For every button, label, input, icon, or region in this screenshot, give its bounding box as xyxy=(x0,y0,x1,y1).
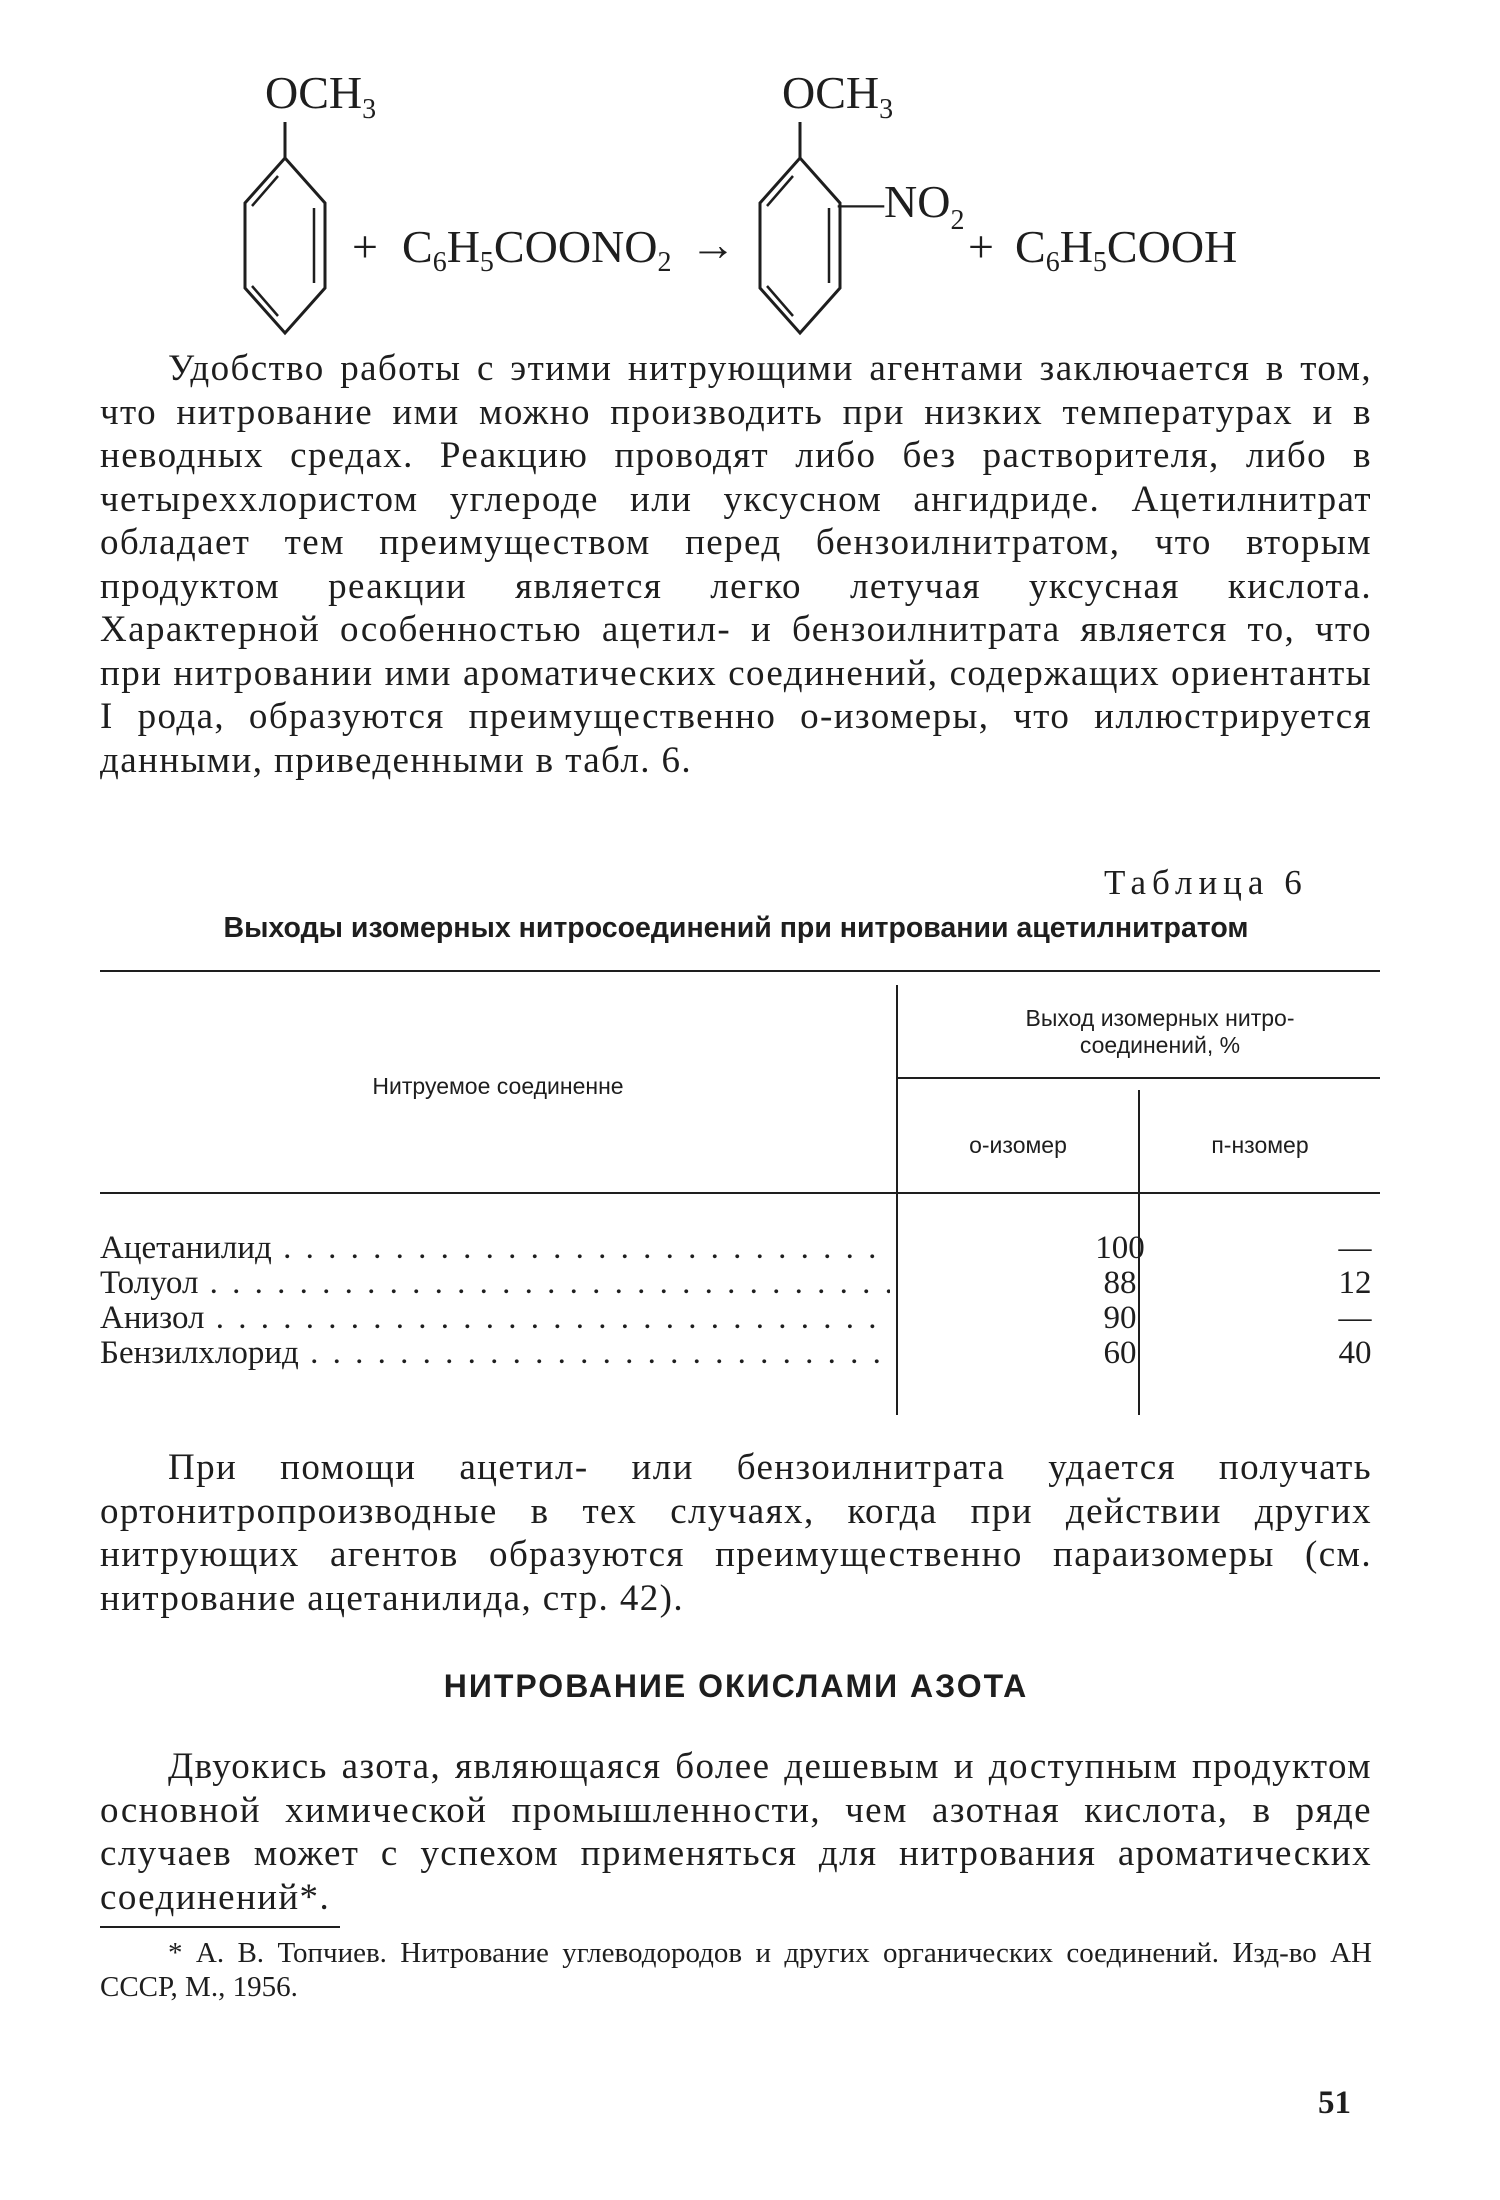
section-heading: НИТРОВАНИЕ ОКИСЛАМИ АЗОТА xyxy=(443,1668,1029,1704)
header-yield: Выход изомерных нитро-соединений, % xyxy=(1025,1005,1295,1058)
header-ortho: о-изомер xyxy=(969,1132,1067,1158)
reagent-formula: C6H5COONO2 xyxy=(402,221,672,278)
paragraph-3: Двуокись азота, являющаяся более дешевым и доступным продуктом основной химической промышленности, чем азотная кислота, в ряде случаев может с успехом применяться для нитрования ароматических соединений*. xyxy=(100,1746,1372,1918)
row-ortho: 100 xyxy=(1095,1230,1145,1266)
row-compound: Анизол . . . xyxy=(100,1300,890,1337)
row-ortho: 60 xyxy=(1103,1335,1137,1371)
page-number: 51 xyxy=(1318,2085,1351,2121)
table-row xyxy=(100,1335,1480,1370)
table-header-bottom-rule xyxy=(100,1192,1380,1194)
row-para: — xyxy=(1338,1300,1372,1336)
reaction-arrow: → xyxy=(690,219,736,270)
row-para: 40 xyxy=(1338,1335,1372,1371)
footnote: * А. В. Топчиев. Нитрование углеводородов и других органических соединений. Изд-во АН СССР, М., 1956. xyxy=(100,1937,1372,2003)
row-compound: Толуол . . . xyxy=(100,1265,890,1302)
row-compound: Ацетанилид . . . xyxy=(100,1230,890,1267)
header-compound: Нитруемое соединенне xyxy=(372,1073,624,1099)
row-para: — xyxy=(1338,1230,1372,1266)
paragraph-1: Удобство работы с этими нитрующими агентами заключается в том, что нитрование ими можно производить при низких температурах и в неводных средах. Реакцию проводят либо без растворителя, либо в четыреххлористом углероде или уксусном ангидриде. Ацетилнитрат обладает тем преимуществом перед бензоилнитратом, что вторым продуктом реакции является легко летучая уксусная кислота. Характерной особенностью ацетил- и бензоилнитрата является то, что при нитровании ими ароматических соединений, содержащих ориентанты I рода, образуются преимущественно о-изомеры, что иллюстрируется данными, приведенными в табл. 6. xyxy=(100,348,1372,781)
plus-sign-2: + xyxy=(968,221,994,272)
row-para: 12 xyxy=(1338,1265,1372,1301)
product-formula: C6H5COOH xyxy=(1015,221,1238,278)
table-caption: Таблица 6 xyxy=(1104,863,1308,902)
row-compound: Бензилхлорид . . . xyxy=(100,1335,890,1372)
paragraph-2: При помощи ацетил- или бензоилнитрата удается получать ортонитропроизводные в тех случаях, когда при действии других нитрующих агентов образуются преимущественно параизомеры (см. нитрование ацетанилида, стр. 42). xyxy=(100,1447,1372,1619)
nitro-group-label: $—NO_2$ xyxy=(838,176,965,236)
table-row xyxy=(100,1230,1480,1265)
table-title: Выходы изомерных нитросоединений при нитровании ацетилнитратом xyxy=(223,912,1249,944)
plus-sign: + xyxy=(352,221,378,272)
row-ortho: 88 xyxy=(1103,1265,1137,1301)
methoxy-right-label: $OCH_3$ xyxy=(782,67,894,125)
header-para: п-нзомер xyxy=(1211,1132,1309,1158)
row-ortho: 90 xyxy=(1103,1300,1137,1336)
table-row xyxy=(100,1300,1480,1335)
footnote-rule xyxy=(100,1926,340,1928)
methoxy-left-label: $OCH_3$ xyxy=(265,67,377,125)
table-top-rule xyxy=(100,970,1380,972)
table-row xyxy=(100,1265,1480,1300)
table-header-rule xyxy=(897,1077,1380,1079)
